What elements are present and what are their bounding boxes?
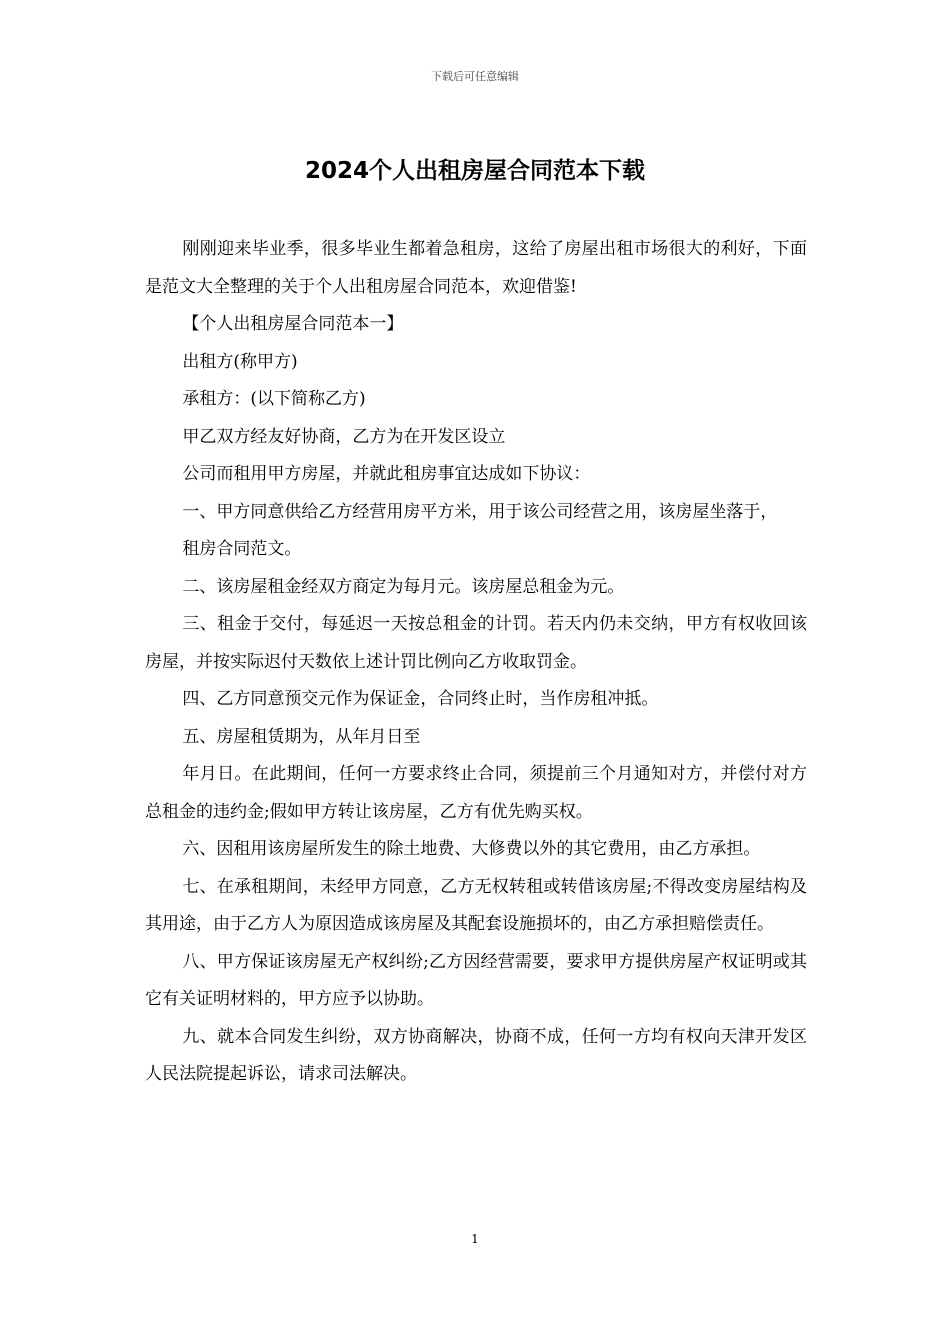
body-paragraph: 三、租金于交付，每延迟一天按总租金的计罚。若天内仍未交纳，甲方有权收回该房屋，并按实际迟付天数依上述计罚比例向乙方收取罚金。: [145, 614, 807, 672]
body-paragraph: 七、在承租期间，未经甲方同意，乙方无权转租或转借该房屋;不得改变房屋结构及其用途，由于乙方人为原因造成该房屋及其配套设施损坏的，由乙方承担赔偿责任。: [145, 876, 807, 934]
body-paragraph: 出租方(称甲方): [182, 351, 298, 372]
body-paragraph: 六、因租用该房屋所发生的除土地费、大修费以外的其它费用，由乙方承担。: [182, 839, 761, 859]
body-paragraph: 承租方：(以下简称乙方): [182, 389, 366, 409]
body-paragraph: 五、房屋租赁期为，从年月日至: [182, 726, 421, 747]
body-paragraph: 刚刚迎来毕业季，很多毕业生都着急租房，这给了房屋出租市场很大的利好，下面是范文大全整理的关于个人出租房屋合同范本，欢迎借鉴!: [145, 239, 807, 297]
body-paragraph: 公司而租用甲方房屋，并就此租房事宜达成如下协议：: [182, 464, 591, 484]
page-number: 1: [471, 1232, 479, 1246]
body-paragraph: 甲乙双方经友好协商，乙方为在开发区设立: [182, 426, 506, 447]
body-paragraph: 八、甲方保证该房屋无产权纠纷;乙方因经营需要，要求甲方提供房屋产权证明或其它有关证明材料的，甲方应予以协助。: [145, 951, 807, 1009]
document-body: [145, 231, 807, 1094]
body-paragraph: 二、该房屋租金经双方商定为每月元。该房屋总租金为元。: [182, 576, 625, 597]
document-title: 2024个人出租房屋合同范本下载: [304, 158, 645, 184]
body-paragraph: 四、乙方同意预交元作为保证金，合同终止时，当作房租冲抵。: [182, 689, 659, 709]
body-paragraph: 租房合同范文。: [182, 539, 302, 559]
body-paragraph: 【个人出租房屋合同范本一】: [182, 314, 404, 334]
body-paragraph: 九、就本合同发生纠纷，双方协商解决，协商不成，任何一方均有权向天津开发区人民法院提起诉讼，请求司法解决。: [145, 1026, 807, 1084]
page-header: 下载后可任意编辑: [431, 70, 519, 83]
body-paragraph: 一、甲方同意供给乙方经营用房平方米，用于该公司经营之用，该房屋坐落于，: [182, 501, 778, 522]
body-paragraph: 年月日。在此期间，任何一方要求终止合同，须提前三个月通知对方，并偿付对方总租金的违约金;假如甲方转让该房屋，乙方有优先购买权。: [145, 764, 807, 822]
